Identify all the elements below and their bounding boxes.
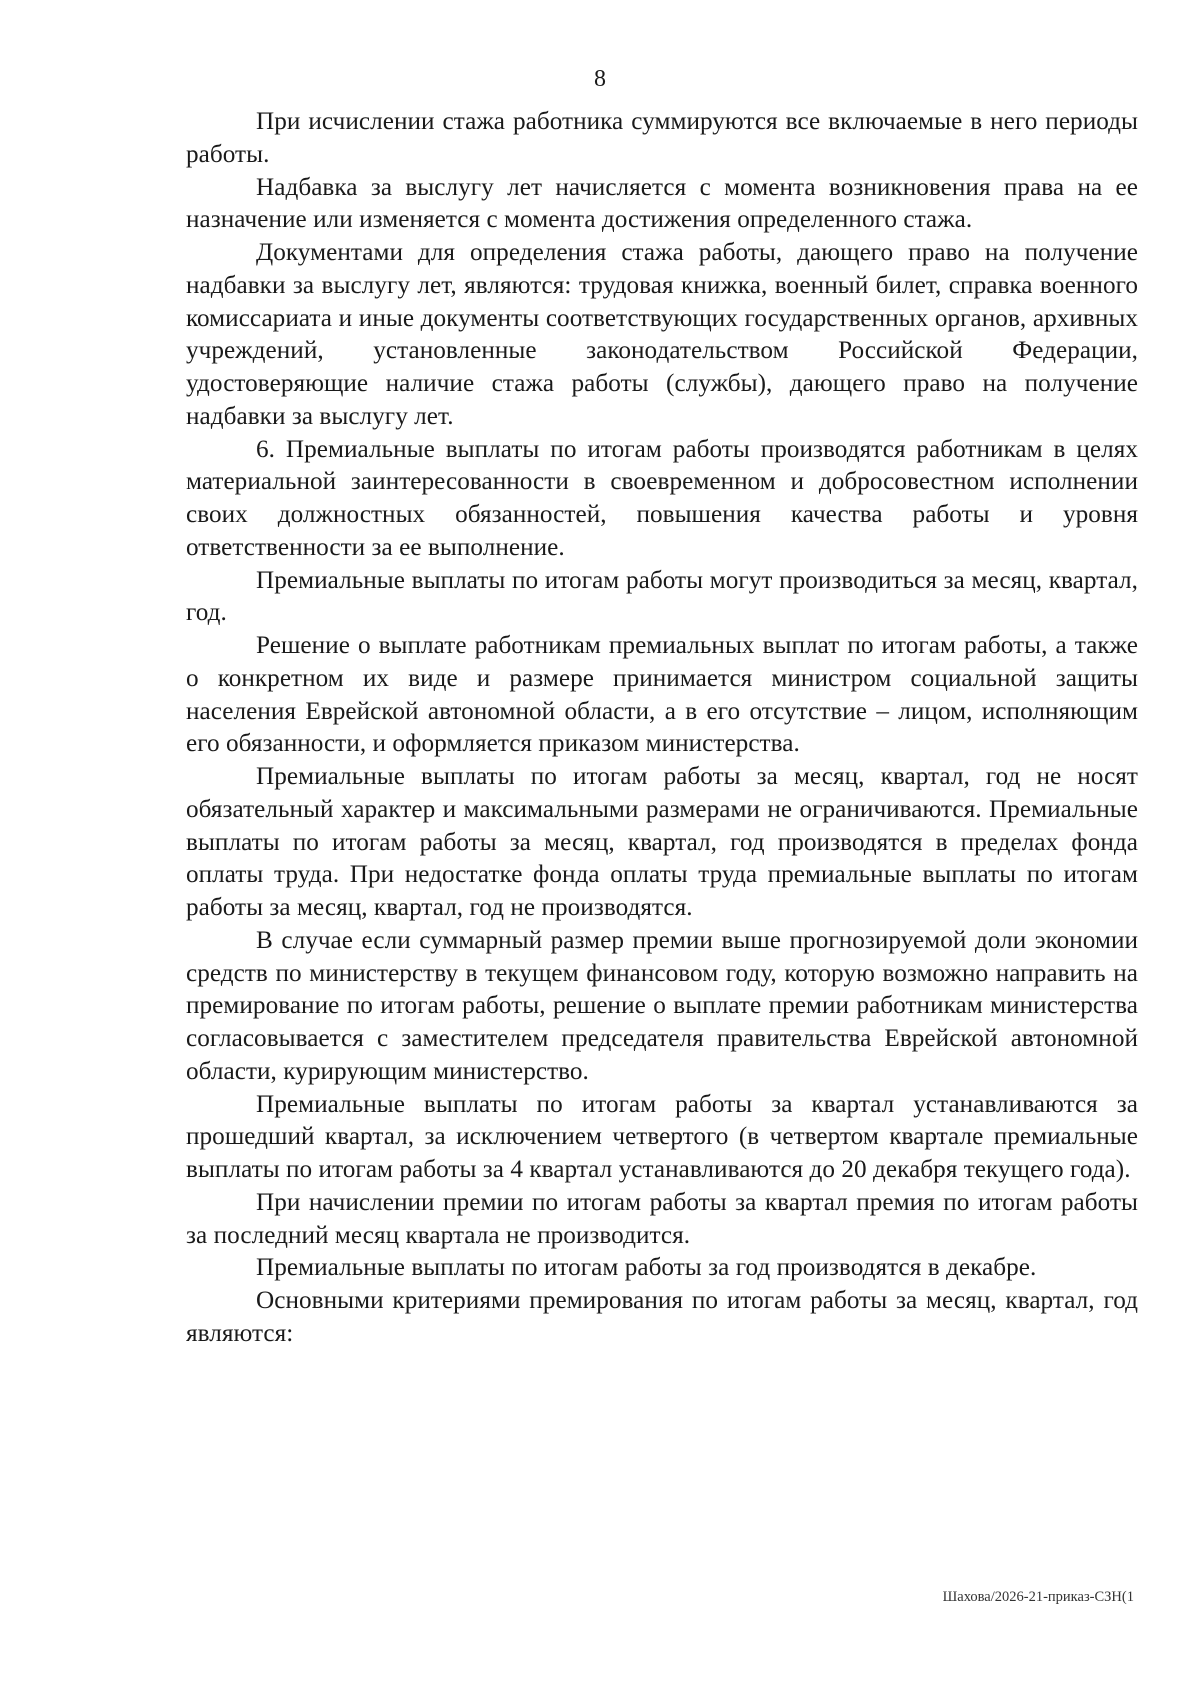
paragraph-service-period-sum: При исчислении стажа работника суммируются все включаемые в него периоды работы. <box>186 108 1138 168</box>
paragraph-service-documents: Документами для определения стажа работы, дающего право на получение надбавки за выслугу лет, являются: трудовая книжка, военный билет, справка военного комиссариата и иные документы соответствующих государственных органов, архивных учреждений, установленные законодательством Российской Федерации, удостоверяющие наличие стажа работы (службы), дающего право на получение надбавки за выслугу лет. <box>186 239 1138 430</box>
paragraph-premium-criteria: Основными критериями премирования по итогам работы за месяц, квартал, год являются: <box>186 1287 1138 1347</box>
paragraph-quarterly-premium: Премиальные выплаты по итогам работы за квартал устанавливаются за прошедший квартал, за исключением четвертого (в четвертом квартале премиальные выплаты по итогам работы за 4 квартал устанавливаются до 20 декабря текущего года). <box>186 1090 1138 1183</box>
document-footer-id: Шахова/2026-21-приказ-СЗН(1 <box>942 1589 1134 1605</box>
paragraph-premium-decision: Решение о выплате работникам премиальных выплат по итогам работы, а также о конкретном их виде и размере принимается министром социальной защиты населения Еврейской автономной области, а в его отсутствие – лицом, исполняющим его обязанности, и оформляется приказом министерства. <box>186 632 1138 758</box>
paragraph-quarterly-accrual: При начислении премии по итогам работы за квартал премия по итогам работы за последний месяц квартала не производится. <box>186 1188 1138 1249</box>
paragraph-annual-premium: Премиальные выплаты по итогам работы за год производятся в декабре. <box>256 1254 1037 1282</box>
paragraph-premium-purpose: 6. Премиальные выплаты по итогам работы производятся работникам в целях материальной заинтересованности в своевременном и добросовестном исполнении своих должностных обязанностей, повышения качества работы и уровня ответственности за ее выполнение. <box>186 435 1138 561</box>
paragraph-bonus-accrual: Надбавка за выслугу лет начисляется с момента возникновения права на ее назначение или изменяется с момента достижения определенного стажа. <box>186 173 1138 234</box>
paragraph-premium-approval: В случае если суммарный размер премии выше прогнозируемой доли экономии средств по министерству в текущем финансовом году, которую возможно направить на премирование по итогам работы, решение о выплате премии работникам министерства согласовывается с заместителем председателя правительства Еврейской автономной области, курирующим министерство. <box>186 926 1138 1085</box>
document-body <box>186 106 1138 1351</box>
paragraph-premium-limits: Премиальные выплаты по итогам работы за месяц, квартал, год не носят обязательный характер и максимальными размерами не ограничиваются. Премиальные выплаты по итогам работы за месяц, квартал, год производятся в пределах фонда оплаты труда. При недостатке фонда оплаты труда премиальные выплаты по итогам работы за месяц, квартал, год не производятся. <box>186 763 1138 921</box>
paragraph-premium-periods: Премиальные выплаты по итогам работы могут производиться за месяц, квартал, год. <box>186 566 1138 627</box>
page-number: 8 <box>594 66 606 92</box>
